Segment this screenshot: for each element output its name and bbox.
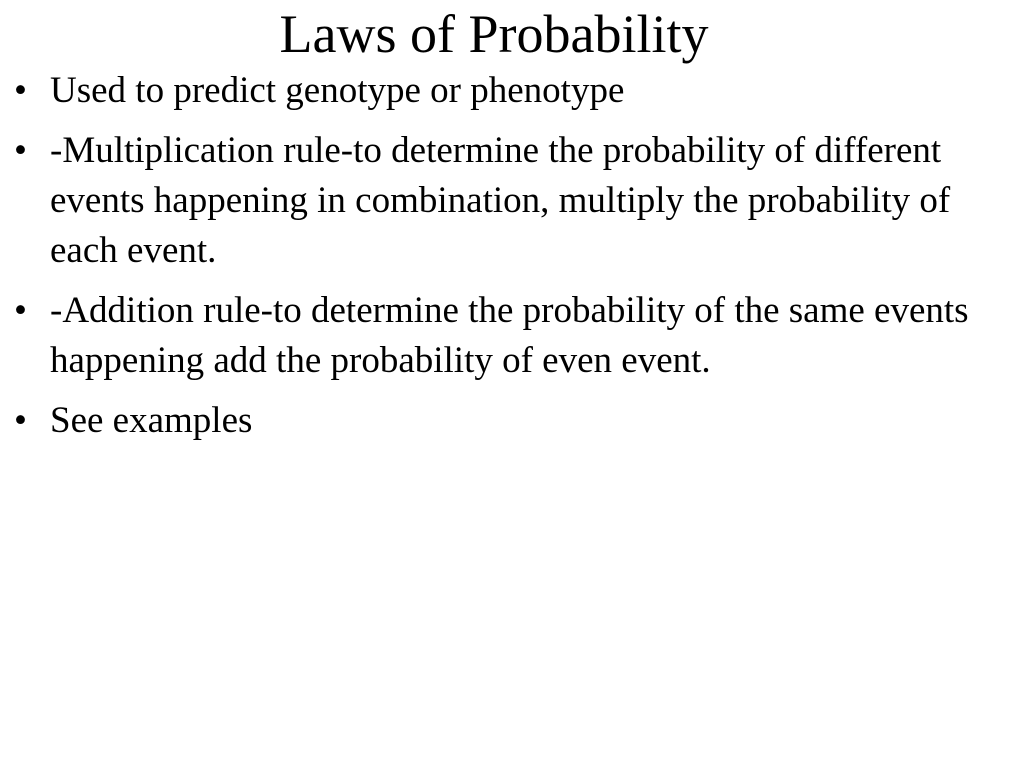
- bullet-dot-icon: •: [14, 70, 27, 111]
- bullet-item-see-examples: [14, 396, 1004, 446]
- bullet-dot-icon: •: [14, 290, 27, 331]
- bullet-text: Used to predict genotype or phenotype: [50, 70, 625, 111]
- bullet-dot-icon: •: [14, 400, 27, 441]
- bullet-item-addition-rule: [14, 286, 1004, 386]
- bullet-text: -Multiplication rule-to determine the probability of different events happening in combination, multiply the probability of each event.: [50, 130, 951, 271]
- bullet-item-predict: [14, 66, 1004, 116]
- bullet-text: -Addition rule-to determine the probability of the same events happening add the probability of even event.: [50, 290, 969, 381]
- bullet-item-multiplication-rule: [14, 126, 1004, 276]
- bullet-dot-icon: •: [14, 130, 27, 171]
- bullet-list: [14, 66, 1004, 456]
- slide-title: Laws of Probability: [279, 4, 709, 64]
- bullet-text: See examples: [50, 400, 253, 441]
